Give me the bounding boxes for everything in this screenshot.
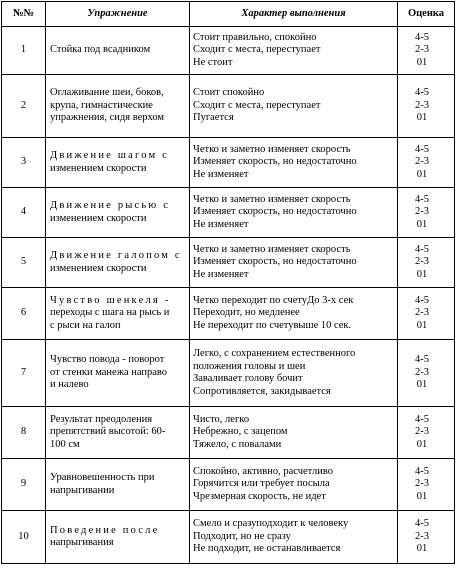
- grade-value: 2-3: [415, 307, 429, 319]
- header-exercise: Упражнение: [46, 2, 190, 27]
- character-line: Спокойно, активно, расчетливо: [193, 465, 333, 477]
- exercise-text: изменением скорости: [50, 162, 147, 174]
- exercise-text: упражнения, сидя верхом: [50, 112, 165, 124]
- grade-value: 2-3: [415, 256, 429, 268]
- grade-value: 2-3: [415, 44, 429, 56]
- row-number: 4: [2, 188, 46, 238]
- grade-value: 2-3: [415, 206, 429, 218]
- exercise-cell: [46, 407, 190, 459]
- table-header-row: [2, 2, 455, 27]
- character-cell: [190, 511, 398, 564]
- grade-cell: [398, 27, 455, 75]
- row-number: 3: [2, 138, 46, 188]
- character-line: Сопротивляется, закидывается: [193, 385, 331, 397]
- exercise-text: Уравновешенность при: [50, 472, 155, 483]
- table-row: [2, 288, 455, 340]
- grade-value: 01: [416, 168, 428, 180]
- character-cell: [190, 27, 398, 75]
- exercise-cell: [46, 288, 190, 340]
- grade-value: 01: [416, 319, 428, 331]
- row-number: 5: [2, 238, 46, 288]
- character-line: Подходит, но не сразу: [193, 530, 291, 542]
- exercise-cell: [46, 459, 190, 511]
- table-row: [2, 340, 455, 407]
- character-cell: [190, 459, 398, 511]
- grade-cell: [398, 459, 455, 511]
- table-row: [2, 75, 455, 138]
- exercise-text: Чувство повода - поворот: [50, 354, 165, 366]
- grade-value: 01: [416, 112, 428, 124]
- exercise-text: Оглаживание шеи, боков,: [50, 87, 164, 99]
- character-cell: [190, 75, 398, 138]
- exercise-text: изменением скорости: [50, 262, 147, 274]
- grade-value: 4-5: [415, 143, 429, 155]
- grade-cell: [398, 511, 455, 564]
- grade-value: 4-5: [415, 243, 429, 255]
- grade-value: 4-5: [415, 193, 429, 205]
- exercise-cell: [46, 238, 190, 288]
- character-cell: [190, 138, 398, 188]
- row-number: 1: [2, 27, 46, 75]
- character-line: Изменяет скорость, но недостаточно: [193, 206, 357, 218]
- exercise-text: Движение рысью с: [50, 200, 171, 211]
- character-line: Переходит, но медленее: [193, 307, 300, 319]
- grade-cell: [398, 75, 455, 138]
- grade-value: 2-3: [415, 366, 429, 378]
- character-line: Четко и заметно изменяет скорость: [193, 243, 351, 255]
- table-row: [2, 238, 455, 288]
- character-line: Не стоит: [193, 56, 233, 68]
- grade-value: 4-5: [415, 518, 429, 530]
- grade-value: 2-3: [415, 99, 429, 111]
- grade-cell: [398, 238, 455, 288]
- row-number: 9: [2, 459, 46, 511]
- grade-cell: [398, 407, 455, 459]
- exercise-text: крупа, гимнастические: [50, 99, 153, 111]
- exercise-text: Движение галопом с: [50, 250, 182, 261]
- grade-value: 2-3: [415, 156, 429, 168]
- grade-value: 4-5: [415, 354, 429, 366]
- evaluation-table: [1, 1, 455, 564]
- character-line: Не изменяет: [193, 218, 249, 230]
- exercise-text: Чувство шенкеля -: [50, 294, 171, 306]
- grade-cell: [398, 188, 455, 238]
- character-line: Изменяет скорость, но недостаточно: [193, 256, 357, 268]
- exercise-cell: [46, 188, 190, 238]
- evaluation-table-wrapper: [1, 1, 455, 564]
- character-line: Четко и заметно изменяет скорость: [193, 143, 351, 155]
- row-number: 10: [2, 511, 46, 564]
- character-cell: [190, 288, 398, 340]
- exercise-text: от стенки манежа направо: [50, 366, 168, 378]
- character-line: Смело и сразуподходит к человеку: [193, 518, 349, 530]
- character-line: Заваливает голову бочит: [193, 373, 303, 384]
- grade-value: 01: [416, 438, 428, 450]
- table-row: [2, 511, 455, 564]
- character-line: Стоит спокойно: [193, 87, 265, 99]
- character-line: Не изменяет: [193, 168, 249, 180]
- table-row: [2, 188, 455, 238]
- character-line: Тяжело, с повалами: [193, 438, 282, 450]
- grade-value: 4-5: [415, 87, 429, 99]
- exercise-cell: [46, 27, 190, 75]
- grade-value: 01: [416, 218, 428, 230]
- grade-cell: [398, 138, 455, 188]
- exercise-text: с рыси на галоп: [50, 319, 121, 331]
- row-number: 8: [2, 407, 46, 459]
- character-line: Четко переходит по счетуДо 3-х сек: [193, 294, 354, 306]
- character-cell: [190, 238, 398, 288]
- exercise-text: напрыгивания: [50, 537, 114, 548]
- character-line: Чрезмерная скорость, не идет: [193, 490, 326, 502]
- grade-value: 01: [416, 490, 428, 502]
- character-line: Четко и заметно изменяет скорость: [193, 193, 351, 205]
- grade-value: 01: [416, 268, 428, 280]
- header-num: №№: [2, 2, 46, 27]
- character-line: Чисто, легко: [193, 413, 250, 425]
- exercise-text: Движение шагом с: [50, 150, 170, 161]
- row-number: 2: [2, 75, 46, 138]
- table-row: [2, 138, 455, 188]
- grade-value: 2-3: [415, 530, 429, 542]
- table-row: [2, 407, 455, 459]
- exercise-cell: [46, 511, 190, 564]
- exercise-text: напрыгивании: [50, 484, 115, 496]
- exercise-text: и налево: [50, 379, 89, 391]
- exercise-text: препятствий высотой: 60-: [50, 426, 166, 438]
- exercise-text: переходы с шага на рысь и: [50, 307, 170, 319]
- grade-value: 01: [416, 56, 428, 68]
- character-line: Не изменяет: [193, 268, 249, 280]
- character-line: Сходит с места, переступает: [193, 99, 321, 111]
- exercise-cell: [46, 138, 190, 188]
- table-row: [2, 27, 455, 75]
- grade-value: 4-5: [415, 31, 429, 43]
- character-line: положения головы и шеи: [193, 360, 306, 372]
- header-grade: Оценка: [398, 2, 455, 27]
- exercise-text: Стойка под всадником: [50, 44, 151, 56]
- exercise-text: изменением скорости: [50, 212, 147, 224]
- grade-cell: [398, 340, 455, 407]
- character-cell: [190, 407, 398, 459]
- grade-value: 2-3: [415, 426, 429, 438]
- exercise-cell: [46, 75, 190, 138]
- character-line: Пугается: [193, 112, 234, 124]
- character-line: Не переходит по счетувыше 10 сек.: [193, 319, 352, 331]
- character-line: Стоит правильно, спокойно: [193, 31, 317, 43]
- exercise-text: Поведение после: [50, 524, 160, 536]
- character-line: Горячится или требует посыла: [193, 478, 330, 490]
- row-number: 7: [2, 340, 46, 407]
- exercise-text: 100 см: [50, 438, 80, 450]
- row-number: 6: [2, 288, 46, 340]
- grade-value: 2-3: [415, 478, 429, 490]
- header-character: Характер выполнения: [190, 2, 398, 27]
- character-line: Изменяет скорость, но недостаточно: [193, 156, 357, 168]
- character-line: Сходит с места, переступает: [193, 44, 321, 56]
- character-line: Не подходит, не останавливается: [193, 543, 341, 555]
- exercise-text: Результат преодоления: [50, 413, 153, 425]
- grade-value: 01: [416, 379, 428, 391]
- character-cell: [190, 188, 398, 238]
- grade-value: 01: [416, 543, 428, 555]
- grade-value: 4-5: [415, 294, 429, 306]
- grade-value: 4-5: [415, 413, 429, 425]
- character-line: Легко, с сохранением естественного: [193, 348, 356, 359]
- grade-cell: [398, 288, 455, 340]
- grade-value: 4-5: [415, 465, 429, 477]
- character-cell: [190, 340, 398, 407]
- table-row: [2, 459, 455, 511]
- exercise-cell: [46, 340, 190, 407]
- character-line: Небрежно, с зацепом: [193, 426, 288, 438]
